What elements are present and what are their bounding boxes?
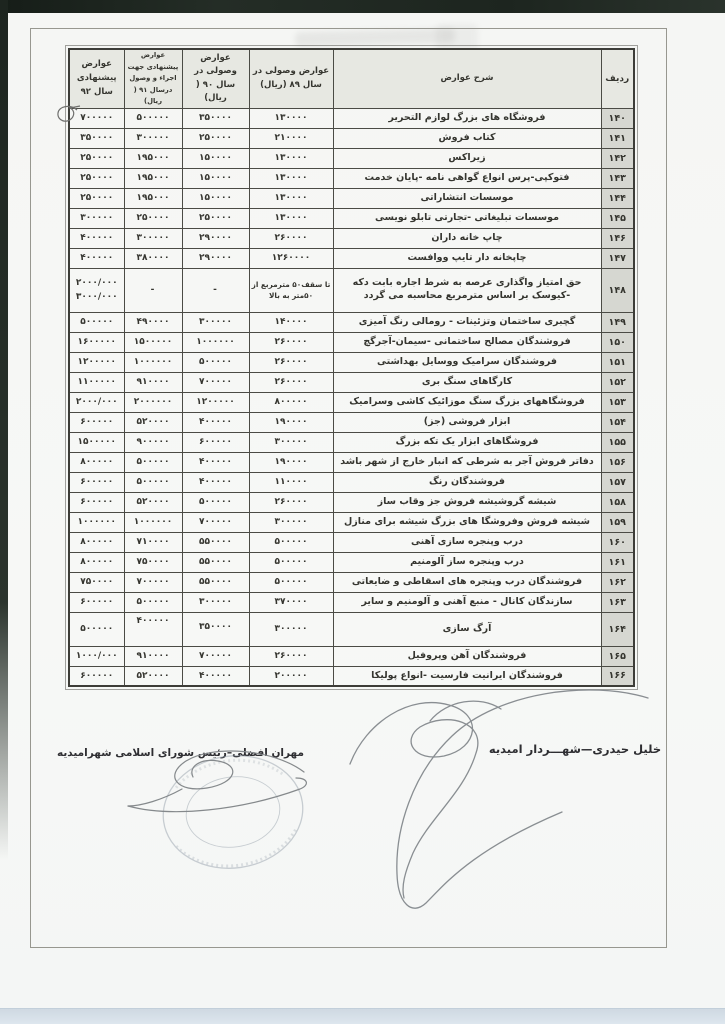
value-year-89: ۲۶۰۰۰۰ <box>249 332 333 352</box>
row-number: ۱۴۱ <box>601 128 634 148</box>
value-year-89: تا سقف۵۰ مترمربع از ۵۰متر به بالا <box>249 268 333 312</box>
value-year-91: ۴۹۰۰۰۰ <box>124 312 182 332</box>
value-year-90: ۲۵۰۰۰۰ <box>182 128 249 148</box>
tariff-description: فروشگاهای ابزار یک تکه بزرگ <box>333 432 601 452</box>
value-year-92: ۲۵۰۰۰۰ <box>69 168 124 188</box>
table-row <box>69 372 634 392</box>
value-year-92: ۱۶۰۰۰۰۰ <box>69 332 124 352</box>
row-number: ۱۵۸ <box>601 492 634 512</box>
tariff-description: درب وپنجره سازی آهنی <box>333 532 601 552</box>
value-year-90: ۵۵۰۰۰۰ <box>182 552 249 572</box>
value-year-89: ۳۰۰۰۰۰ <box>249 612 333 646</box>
value-year-91: ۳۸۰۰۰۰ <box>124 248 182 268</box>
tariff-description: فتوکپی-پرس انواع گواهی نامه -پایان خدمت <box>333 168 601 188</box>
tariff-description: گچبری ساختمان وتزئینات - رومالی رنگ آمیزی <box>333 312 601 332</box>
value-year-91: ۹۱۰۰۰۰ <box>124 372 182 392</box>
value-year-90: ۴۰۰۰۰۰ <box>182 412 249 432</box>
table-row <box>69 332 634 352</box>
value-year-91: ۵۰۰۰۰۰ <box>124 592 182 612</box>
value-year-91: ۹۱۰۰۰۰ <box>124 646 182 666</box>
value-year-89: ۲۶۰۰۰۰ <box>249 228 333 248</box>
value-year-92: ۱۵۰۰۰۰۰ <box>69 432 124 452</box>
value-year-91: ۵۲۰۰۰۰ <box>124 412 182 432</box>
value-year-91: ۱۰۰۰۰۰۰ <box>124 512 182 532</box>
value-year-91: ۵۰۰۰۰۰ <box>124 108 182 128</box>
council-head-signature-caption: مهران افضلی–رئیس شورای اسلامی شهرامیدیه <box>57 747 304 759</box>
value-year-90: ۵۵۰۰۰۰ <box>182 532 249 552</box>
table-row <box>69 432 634 452</box>
value-year-90: ۵۰۰۰۰۰ <box>182 352 249 372</box>
row-number: ۱۵۳ <box>601 392 634 412</box>
value-year-92: ۳۰۰۰۰۰ <box>69 208 124 228</box>
row-number: ۱۴۵ <box>601 208 634 228</box>
value-year-92: ۱۰۰۰۰۰۰ <box>69 512 124 532</box>
value-year-91: - <box>124 268 182 312</box>
value-year-90: ۴۰۰۰۰۰ <box>182 472 249 492</box>
row-number: ۱۶۲ <box>601 572 634 592</box>
value-year-90: ۷۰۰۰۰۰ <box>182 512 249 532</box>
table-row <box>69 188 634 208</box>
tariff-description: چاپ خانه داران <box>333 228 601 248</box>
table-row <box>69 268 634 312</box>
value-year-92: ۷۵۰۰۰۰ <box>69 572 124 592</box>
value-year-90: ۶۰۰۰۰۰ <box>182 432 249 452</box>
table-row <box>69 666 634 686</box>
value-year-89: ۱۹۰۰۰۰ <box>249 452 333 472</box>
value-year-90: ۳۵۰۰۰۰ <box>182 612 249 646</box>
value-year-92: ۶۰۰۰۰۰ <box>69 412 124 432</box>
value-year-89: ۲۶۰۰۰۰ <box>249 372 333 392</box>
value-year-92: ۲۰۰۰/۰۰۰ <box>69 392 124 412</box>
value-year-90: - <box>182 268 249 312</box>
tariff-description: درب وپنجره ساز آلومنیم <box>333 552 601 572</box>
value-year-92: ۴۰۰۰۰۰ <box>69 248 124 268</box>
value-year-89: ۲۱۰۰۰۰ <box>249 128 333 148</box>
column-header: ردیف <box>601 49 634 108</box>
value-year-91: ۱۵۰۰۰۰۰ <box>124 332 182 352</box>
value-year-90: ۵۵۰۰۰۰ <box>182 572 249 592</box>
value-year-89: ۳۰۰۰۰۰ <box>249 432 333 452</box>
value-year-91: ۷۵۰۰۰۰ <box>124 552 182 572</box>
value-year-89: ۱۳۰۰۰۰ <box>249 148 333 168</box>
scanner-edge-left <box>0 0 8 860</box>
value-year-90: ۳۰۰۰۰۰ <box>182 592 249 612</box>
table-row <box>69 412 634 432</box>
value-year-89: ۱۳۰۰۰۰ <box>249 188 333 208</box>
value-year-90: ۳۰۰۰۰۰ <box>182 312 249 332</box>
value-year-90: ۲۵۰۰۰۰ <box>182 208 249 228</box>
column-header: عوارض پیشنهادی جهت اجراء و وصول درسال ۹۱ ( ریال) <box>124 49 182 108</box>
row-number: ۱۶۴ <box>601 612 634 646</box>
table-row <box>69 392 634 412</box>
row-number: ۱۶۳ <box>601 592 634 612</box>
row-number: ۱۵۹ <box>601 512 634 532</box>
value-year-90: ۴۰۰۰۰۰ <box>182 666 249 686</box>
row-number: ۱۴۶ <box>601 228 634 248</box>
tariff-description: فروشگاه های بزرگ لوازم التحریر <box>333 108 601 128</box>
table-row <box>69 148 634 168</box>
tariff-description: ابزار فروشی (جز) <box>333 412 601 432</box>
value-year-91: ۲۵۰۰۰۰ <box>124 208 182 228</box>
value-year-92: ۸۰۰۰۰۰ <box>69 552 124 572</box>
value-year-89: ۲۰۰۰۰۰ <box>249 666 333 686</box>
value-year-89: ۱۳۰۰۰۰ <box>249 108 333 128</box>
value-year-90: ۵۰۰۰۰۰ <box>182 492 249 512</box>
row-number: ۱۶۱ <box>601 552 634 572</box>
value-year-91: ۷۰۰۰۰۰ <box>124 572 182 592</box>
row-number: ۱۴۲ <box>601 148 634 168</box>
value-year-92: ۱۰۰۰/۰۰۰ <box>69 646 124 666</box>
tariff-description: فروشندگان مصالح ساختمانی -سیمان-آجرگچ <box>333 332 601 352</box>
scanner-edge-bottom <box>0 1008 725 1024</box>
row-number: ۱۴۸ <box>601 268 634 312</box>
value-year-92: ۲۵۰۰۰۰ <box>69 188 124 208</box>
row-number: ۱۶۵ <box>601 646 634 666</box>
value-year-89: ۱۴۰۰۰۰ <box>249 312 333 332</box>
value-year-91: ۷۱۰۰۰۰ <box>124 532 182 552</box>
value-year-91: ۱۰۰۰۰۰۰ <box>124 352 182 372</box>
tariff-description: فروشندگان درب وپنجره های اسقاطی و ضایعاتی <box>333 572 601 592</box>
table-row <box>69 248 634 268</box>
tariff-description: آرگ سازی <box>333 612 601 646</box>
value-year-89: ۵۰۰۰۰۰ <box>249 532 333 552</box>
value-year-92: ۶۰۰۰۰۰ <box>69 492 124 512</box>
value-year-90: ۴۰۰۰۰۰ <box>182 452 249 472</box>
value-year-89: ۲۶۰۰۰۰ <box>249 646 333 666</box>
value-year-91: ۴۰۰۰۰۰ <box>124 612 182 646</box>
table-row <box>69 512 634 532</box>
row-number: ۱۵۵ <box>601 432 634 452</box>
value-year-89: ۲۶۰۰۰۰ <box>249 352 333 372</box>
row-number: ۱۵۷ <box>601 472 634 492</box>
row-number: ۱۵۲ <box>601 372 634 392</box>
table-row <box>69 552 634 572</box>
tariff-description: فروشندگان آهن وپروفیل <box>333 646 601 666</box>
value-year-92: ۸۰۰۰۰۰ <box>69 532 124 552</box>
value-year-91: ۹۰۰۰۰۰ <box>124 432 182 452</box>
value-year-91: ۵۰۰۰۰۰ <box>124 452 182 472</box>
value-year-92: ۱۲۰۰۰۰۰ <box>69 352 124 372</box>
scanner-edge-top <box>0 0 725 13</box>
row-number: ۱۵۴ <box>601 412 634 432</box>
value-year-91: ۲۰۰۰۰۰۰ <box>124 392 182 412</box>
column-header: شرح عوارض <box>333 49 601 108</box>
row-number: ۱۴۷ <box>601 248 634 268</box>
table-row <box>69 168 634 188</box>
table-row <box>69 592 634 612</box>
value-year-92: ۶۰۰۰۰۰ <box>69 472 124 492</box>
value-year-92: ۸۰۰۰۰۰ <box>69 452 124 472</box>
value-year-90: ۱۰۰۰۰۰۰ <box>182 332 249 352</box>
table-header-row <box>69 49 634 108</box>
value-year-89: ۸۰۰۰۰۰ <box>249 392 333 412</box>
table-row <box>69 572 634 592</box>
value-year-89: ۲۶۰۰۰۰ <box>249 492 333 512</box>
table-row <box>69 472 634 492</box>
tariff-description: چاپخانه دار تایپ ووافست <box>333 248 601 268</box>
value-year-89: ۱۲۶۰۰۰۰ <box>249 248 333 268</box>
value-year-90: ۱۵۰۰۰۰ <box>182 188 249 208</box>
tariff-description: زیراکس <box>333 148 601 168</box>
row-number: ۱۴۰ <box>601 108 634 128</box>
value-year-92: ۷۰۰۰۰۰ <box>69 108 124 128</box>
value-year-92: ۲۰۰۰/۰۰۰ ۳۰۰۰/۰۰۰ <box>69 268 124 312</box>
tariff-description: سازندگان کانال - منبع آهنی و آلومنیم و سایر <box>333 592 601 612</box>
table-row <box>69 532 634 552</box>
tariff-description: شیشه فروش وفروشگا های بزرگ شیشه برای منازل <box>333 512 601 532</box>
table-row <box>69 228 634 248</box>
tariff-description: فروشندگان سرامیک ووسایل بهداشتی <box>333 352 601 372</box>
value-year-91: ۱۹۵۰۰۰ <box>124 148 182 168</box>
table-row <box>69 646 634 666</box>
table-row <box>69 452 634 472</box>
value-year-90: ۲۹۰۰۰۰ <box>182 228 249 248</box>
column-header: عوارض پیشنهادی سال ۹۲ <box>69 49 124 108</box>
row-number: ۱۴۳ <box>601 168 634 188</box>
value-year-92: ۵۰۰۰۰۰ <box>69 312 124 332</box>
tariff-description: حق امتیاز واگذاری عرصه به شرط اجاره بابت دکه -کیوسک بر اساس مترمربع محاسبه می گردد <box>333 268 601 312</box>
value-year-92: ۶۰۰۰۰۰ <box>69 592 124 612</box>
tariff-description: موسسات تبلیغاتی -تجارتی تابلو نویسی <box>333 208 601 228</box>
row-number: ۱۶۰ <box>601 532 634 552</box>
value-year-92: ۳۵۰۰۰۰ <box>69 128 124 148</box>
tariff-description: فروشگاههای بزرگ سنگ موزائیک کاشی وسرامیک <box>333 392 601 412</box>
table-row <box>69 108 634 128</box>
value-year-92: ۴۰۰۰۰۰ <box>69 228 124 248</box>
value-year-92: ۵۰۰۰۰۰ <box>69 612 124 646</box>
value-year-90: ۳۵۰۰۰۰ <box>182 108 249 128</box>
mayor-signature-caption: خلیل حیدری—شهـــردار امیدیه <box>488 742 662 756</box>
column-header: عوارض وصولی در سال ۸۹ (ریال) <box>249 49 333 108</box>
table-row <box>69 492 634 512</box>
column-header: عوارض وصولی در سال ۹۰ ( ریال) <box>182 49 249 108</box>
value-year-89: ۱۳۰۰۰۰ <box>249 168 333 188</box>
value-year-92: ۱۱۰۰۰۰۰ <box>69 372 124 392</box>
row-number: ۱۵۱ <box>601 352 634 372</box>
value-year-91: ۵۰۰۰۰۰ <box>124 472 182 492</box>
table-row <box>69 128 634 148</box>
tariff-description: شیشه گروشیشه فروش جز وقاب ساز <box>333 492 601 512</box>
value-year-91: ۵۲۰۰۰۰ <box>124 666 182 686</box>
value-year-90: ۱۵۰۰۰۰ <box>182 168 249 188</box>
value-year-91: ۱۹۵۰۰۰ <box>124 188 182 208</box>
tariff-description: موسسات انتشاراتی <box>333 188 601 208</box>
value-year-89: ۱۳۰۰۰۰ <box>249 208 333 228</box>
row-number: ۱۵۰ <box>601 332 634 352</box>
value-year-90: ۷۰۰۰۰۰ <box>182 646 249 666</box>
value-year-91: ۱۹۵۰۰۰ <box>124 168 182 188</box>
table-row <box>69 312 634 332</box>
tariff-table <box>68 48 635 687</box>
table-row <box>69 352 634 372</box>
value-year-89: ۳۰۰۰۰۰ <box>249 512 333 532</box>
tariff-description: کتاب فروش <box>333 128 601 148</box>
table-row <box>69 208 634 228</box>
value-year-92: ۶۰۰۰۰۰ <box>69 666 124 686</box>
row-number: ۱۵۶ <box>601 452 634 472</box>
value-year-92: ۲۵۰۰۰۰ <box>69 148 124 168</box>
value-year-91: ۵۲۰۰۰۰ <box>124 492 182 512</box>
tariff-description: فروشندگان ایرانیت فارسیت -انواع پولیکا <box>333 666 601 686</box>
value-year-89: ۵۰۰۰۰۰ <box>249 552 333 572</box>
value-year-89: ۵۰۰۰۰۰ <box>249 572 333 592</box>
tariff-description: فروشندگان رنگ <box>333 472 601 492</box>
value-year-89: ۱۹۰۰۰۰ <box>249 412 333 432</box>
value-year-91: ۳۰۰۰۰۰ <box>124 228 182 248</box>
table-row <box>69 612 634 646</box>
value-year-91: ۳۰۰۰۰۰ <box>124 128 182 148</box>
value-year-90: ۷۰۰۰۰۰ <box>182 372 249 392</box>
value-year-90: ۱۲۰۰۰۰۰ <box>182 392 249 412</box>
value-year-90: ۱۵۰۰۰۰ <box>182 148 249 168</box>
tariff-description: کارگاهای سنگ بری <box>333 372 601 392</box>
row-number: ۱۴۹ <box>601 312 634 332</box>
value-year-89: ۱۱۰۰۰۰ <box>249 472 333 492</box>
value-year-89: ۳۷۰۰۰۰ <box>249 592 333 612</box>
value-year-90: ۲۹۰۰۰۰ <box>182 248 249 268</box>
row-number: ۱۴۴ <box>601 188 634 208</box>
row-number: ۱۶۶ <box>601 666 634 686</box>
tariff-description: دفاتر فروش آجر به شرطی که انبار خارج از شهر باشد <box>333 452 601 472</box>
